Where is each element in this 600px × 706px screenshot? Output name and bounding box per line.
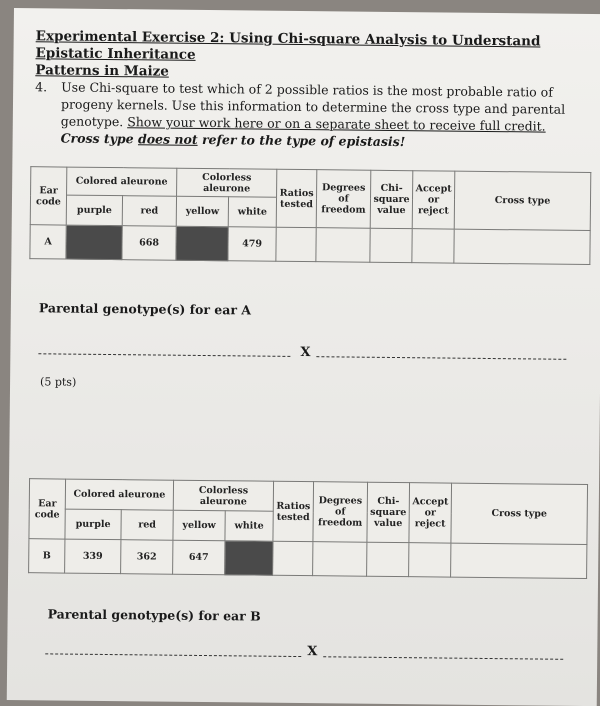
ratios-tested-header: Ratios tested	[276, 169, 317, 227]
exercise-title-line-2: Patterns in Maize	[35, 62, 169, 80]
ear-a-red-count: 668	[122, 226, 176, 261]
ear-b-genotype-blank-left[interactable]	[45, 653, 301, 658]
worksheet-page	[7, 8, 600, 706]
ear-b-table	[28, 478, 588, 579]
yellow-header: yellow	[176, 196, 228, 227]
red-header: red	[122, 196, 176, 227]
ear-a-df-cell[interactable]	[316, 228, 370, 263]
ear-a-purple-cell	[66, 225, 122, 260]
purple-header: purple	[66, 195, 122, 226]
question-instructions: Use Chi-square to test which of 2 possible ratios is the most probable ratio of progeny kernels. Use this information to determine the cross type and parental genotype.	[60, 79, 566, 130]
chi-square-value-header: Chi-square value	[370, 170, 413, 228]
ratios-tested-header-b: Ratios tested	[273, 481, 314, 541]
ear-b-white-cell	[225, 541, 273, 576]
ear-b-chi-cell[interactable]	[367, 542, 409, 576]
ear-b-parental-label: Parental genotype(s) for ear B	[47, 606, 261, 624]
ear-b-cross-type-cell[interactable]	[451, 543, 587, 578]
yellow-header-b: yellow	[173, 510, 225, 541]
degrees-of-freedom-header-b: Degrees of freedom	[313, 482, 368, 543]
ear-a-accept-cell[interactable]	[412, 229, 454, 263]
ear-a-parental-label: Parental genotype(s) for ear A	[38, 300, 252, 318]
ear-b-red-count: 362	[121, 540, 173, 575]
white-header: white	[228, 197, 276, 228]
ear-b-code: B	[29, 539, 65, 573]
ear-a-chi-cell[interactable]	[370, 228, 412, 262]
chi-square-value-header-b: Chi-square value	[367, 482, 410, 542]
red-header-b: red	[121, 510, 173, 541]
accept-or-reject-header-b: Accept or reject	[409, 483, 452, 543]
ear-a-white-count: 479	[228, 227, 276, 262]
white-header-b: white	[225, 511, 273, 542]
question-number: 4.	[35, 79, 48, 95]
colorless-aleurone-header: Colorless aleurone	[177, 168, 277, 197]
ear-b-df-cell[interactable]	[313, 542, 367, 577]
ear-a-yellow-cell	[176, 226, 228, 261]
ear-b-cross-symbol: X	[307, 644, 318, 660]
ear-code-header: Ear code	[30, 167, 67, 225]
ear-b-accept-cell[interactable]	[409, 543, 451, 577]
ear-code-header-b: Ear code	[29, 479, 66, 539]
cross-type-header-b: Cross type	[451, 483, 588, 544]
ear-a-genotype-blank-right[interactable]	[316, 356, 566, 361]
show-work-instruction: Show your work here or on a separate sheet to receive full credit.	[127, 114, 546, 134]
colorless-aleurone-header-b: Colorless aleurone	[173, 480, 273, 511]
ear-a-cross-symbol: X	[300, 345, 311, 361]
accept-or-reject-header: Accept or reject	[412, 171, 455, 229]
degrees-of-freedom-header: Degrees of freedom	[316, 170, 371, 229]
ear-b-yellow-count: 647	[173, 540, 225, 575]
exercise-title	[35, 28, 600, 85]
question-text	[61, 78, 586, 151]
cross-type-header: Cross type	[454, 171, 591, 230]
ear-a-genotype-blank-left[interactable]	[38, 353, 290, 358]
colored-aleurone-header: Colored aleurone	[67, 167, 177, 196]
purple-header-b: purple	[65, 509, 121, 540]
colored-aleurone-header-b: Colored aleurone	[65, 479, 173, 510]
ear-b-purple-count: 339	[65, 539, 121, 574]
ear-a-table	[29, 166, 591, 265]
cross-type-note: Cross type does not refer to the type of epistasis!	[60, 130, 406, 150]
ear-b-ratios-cell[interactable]	[273, 541, 313, 575]
ear-a-cross-type-cell[interactable]	[454, 229, 590, 264]
ear-a-points: (5 pts)	[40, 375, 77, 389]
ear-b-genotype-blank-right[interactable]	[323, 656, 563, 661]
ear-a-code: A	[30, 225, 66, 259]
ear-a-ratios-cell[interactable]	[276, 227, 316, 261]
exercise-title-line-1: Experimental Exercise 2: Using Chi-square Analysis to Understand Epistatic Inheritance	[35, 28, 541, 63]
